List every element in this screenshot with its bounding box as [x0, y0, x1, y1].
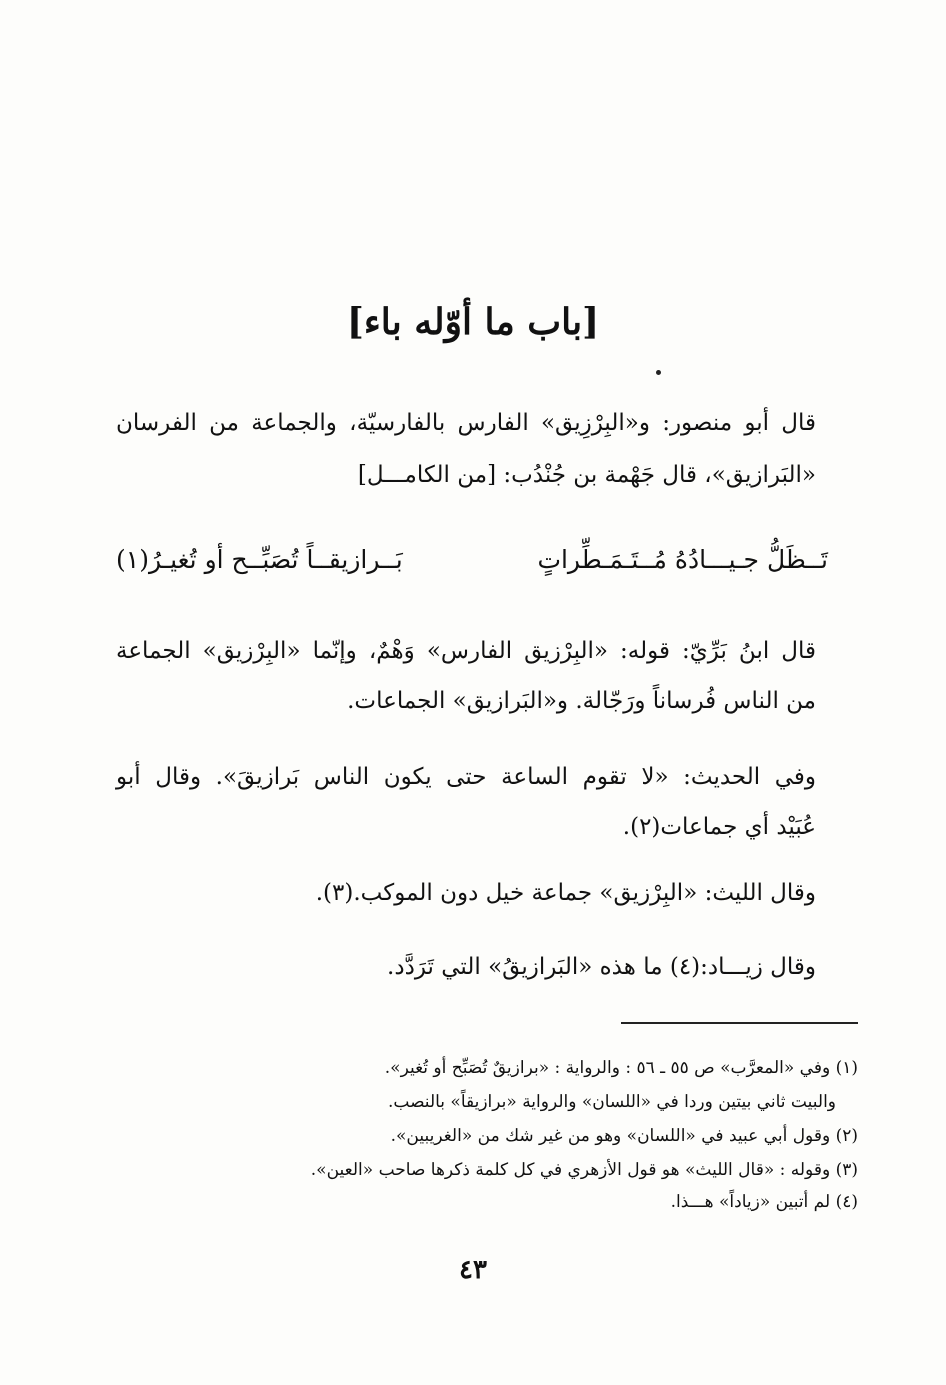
decorative-dot [656, 370, 661, 375]
verse-second-hemistich: بَــرازيقــاً تُصَبِّــح أو تُغيـرُ(١) [116, 545, 403, 574]
footnote-1-continued: والبيت ثاني بيتين وردا في «اللسان» والرواية «برازيقاً» بالنصب. [387, 1092, 836, 1112]
section-heading: [باب ما أوّله باء] [346, 301, 600, 343]
footnote-4: (٤) لم أتبين «زياداً» هـــذا. [670, 1192, 858, 1212]
paragraph-4: وقال الليث: «البِرْزيق» جماعة خيل دون الموكب.(٣). [315, 880, 816, 906]
footnote-2: (٢) وقول أبي عبيد في «اللسان» وهو من غير شك من «الغريبين». [390, 1126, 858, 1146]
paragraph-1-line-2: «البَرازيق»، قال جَهْمة بن جُنْدُب: [من الكامـــل] [357, 462, 816, 488]
paragraph-3-line-2: عُبَيْد أي جماعات(٢). [622, 814, 816, 840]
paragraph-1-line-1: قال أبو منصور: و«البِرْزِيق» الفارس بالفارسيّة، والجماعة من الفرسان [116, 410, 816, 436]
paragraph-2-line-1: قال ابنُ بَرِّيّ: قوله: «البِرْزيق الفارس» وَهْمٌ، وإنّما «البِرْزيق» الجماعة [116, 638, 816, 664]
paragraph-5: وقال زيـــاد:(٤) ما هذه «البَرازيقُ» التي تَرَدَّد. [387, 954, 816, 980]
footnote-3: (٣) وقوله : «قال الليث» هو قول الأزهري في كل كلمة ذكرها صاحب «العين». [310, 1160, 858, 1180]
page-number: ٤٣ [459, 1255, 487, 1285]
footnote-1: (١) وفي «المعرَّب» ص ٥٥ ـ ٥٦ : والرواية : «برازيقٌ تُصَبِّح أو تُغير». [384, 1058, 858, 1078]
paragraph-2-line-2: من الناس فُرساناً ورَجّالة. و«البَرازيق» الجماعات. [347, 688, 816, 714]
verse-first-hemistich: تَــظَلُّ جـيـــادُهُ مُــتَـمَـطِّراتٍ [537, 545, 828, 574]
poem-verse [116, 538, 828, 582]
footnote-separator [621, 1022, 858, 1024]
paragraph-3-line-1: وفي الحديث: «لا تقوم الساعة حتى يكون الناس بَرازيقَ». وقال أبو [116, 764, 816, 790]
